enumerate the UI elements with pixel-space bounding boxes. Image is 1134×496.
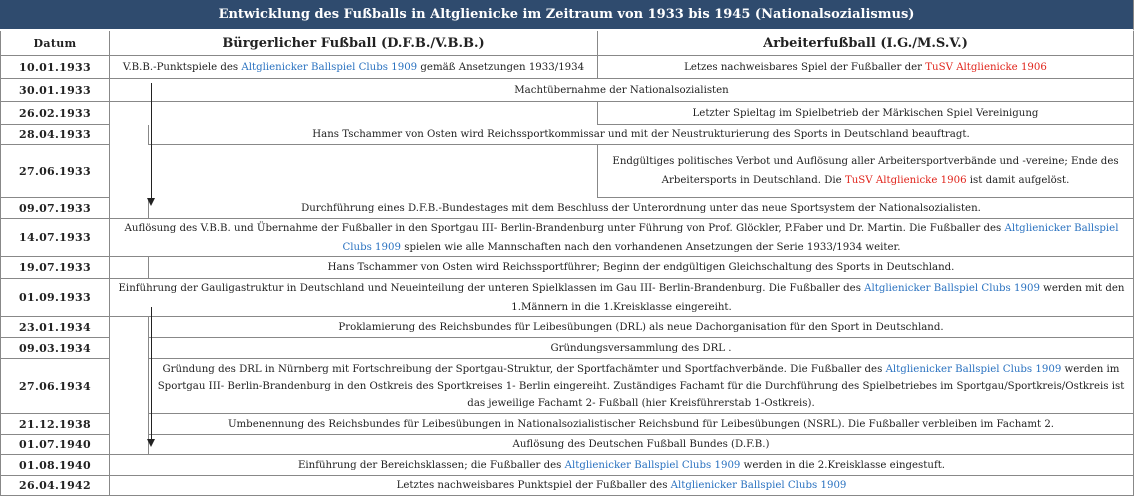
cell-text: Letzes nachweisbares Spiel der Fußballer der <box>684 61 926 73</box>
table-cell-event: Hans Tschammer von Osten wird Reichssportführer; Beginn der endgültigen Gleichschaltung des Sports in Deutschland. <box>148 257 1134 279</box>
row-date: 10.01.1933 <box>0 56 110 79</box>
club-name-agbc: Altglienicker Ballspiel Clubs 1909 <box>670 480 847 491</box>
row-date: 19.07.1933 <box>0 257 110 279</box>
header-arbeiterfussball: Arbeiterfußball (I.G./M.S.V.) <box>598 31 1134 56</box>
empty-cell <box>110 435 148 455</box>
row-date: 14.07.1933 <box>0 219 110 257</box>
row-date: 30.01.1933 <box>0 79 110 102</box>
table-cell-arbeiter <box>598 145 1134 198</box>
table-cell-arbeiter <box>598 56 1134 79</box>
arrow-line <box>151 307 152 442</box>
cell-text: werden mit den 1.Männern in die 1.Kreisklasse eingereiht. <box>511 282 1125 313</box>
arrow-head-icon <box>147 198 155 206</box>
empty-cell <box>110 125 148 145</box>
row-date: 26.02.1933 <box>0 102 110 125</box>
header-buergerlicher-fussball: Bürgerlicher Fußball (D.F.B./V.B.B.) <box>110 31 598 56</box>
table-cell-event: Proklamierung des Reichsbundes für Leibesübungen (DRL) als neue Dachorganisation für den Sport in Deutschland. <box>148 317 1134 338</box>
table-cell-event: Auflösung des Deutschen Fußball Bundes (D.F.B.) <box>148 435 1134 455</box>
cell-text: spielen wie alle Mannschaften nach den vorhandenen Ansetzungen der Serie 1933/1934 weiter. <box>400 241 901 253</box>
cell-text: Auflösung des V.B.B. und Übernahme der Fußballer in den Sportgau III- Berlin-Brandenburg unter Führung von Prof. Glöckler, P.Faber und Dr. Martin. Die Fußballer des <box>124 222 1005 234</box>
row-date: 27.06.1934 <box>0 359 110 414</box>
cell-text: werden in die 2.Kreisklasse eingestuft. <box>740 459 946 471</box>
empty-cell <box>110 145 598 198</box>
table-cell-event <box>148 359 1134 414</box>
table-cell-event <box>110 455 1134 476</box>
club-name-agbc: Altglienicker Ballspiel Clubs 1909 <box>241 61 418 73</box>
table-cell-event: Gründungsversammlung des DRL . <box>148 338 1134 359</box>
cell-text: V.B.B.-Punktspiele des <box>122 61 242 73</box>
table-cell-arbeiter: Letzter Spieltag im Spielbetrieb der Märkischen Spiel Vereinigung <box>598 102 1134 125</box>
table-cell-event: Hans Tschammer von Osten wird Reichssportkommissar und mit der Neustrukturierung des Sports in Deutschland beauftragt. <box>148 125 1134 145</box>
empty-cell <box>110 359 148 414</box>
cell-text: werden im Sportgau III- Berlin-Brandenburg in den Ostkreis des Sportkreises 1- Berlin eingereiht. Zuständiges Fachamt für die Durchführung des Spielbetriebes im Sportgau/Sportkreis/Ostkreis ist das jeweilige Fachamt 2- Fußball (hier Kreisführerstab 1-Ostkreis). <box>157 363 1125 409</box>
club-name-agbc: Altglienicker Ballspiel Clubs 1909 <box>564 459 741 471</box>
empty-cell <box>110 338 148 359</box>
table-cell-buerger <box>110 56 598 79</box>
row-date: 09.03.1934 <box>0 338 110 359</box>
cell-text: Gründung des DRL in Nürnberg mit Fortschreibung der Sportgau-Struktur, der Sportfachämter und Sportfachverbände. Die Fußballer des <box>162 363 886 375</box>
row-date: 01.07.1940 <box>0 435 110 455</box>
row-date: 27.06.1933 <box>0 145 110 198</box>
club-name-agbc: Altglienicker Ballspiel Clubs 1909 <box>885 363 1062 375</box>
cell-text: gemäß Ansetzungen 1933/1934 <box>417 61 585 73</box>
row-date: 28.04.1933 <box>0 125 110 145</box>
cell-text: Endgültiges politisches Verbot und Auflösung aller Arbeitersportverbände und -vereine; Ende des Arbeitersports in Deutschland. Die <box>612 156 1119 186</box>
row-date: 09.07.1933 <box>0 198 110 219</box>
cell-text: ist damit aufgelöst. <box>966 175 1070 186</box>
cell-text: Einführung der Bereichsklassen; die Fußballer des <box>297 459 565 471</box>
row-date: 21.12.1938 <box>0 414 110 435</box>
table-title: Entwicklung des Fußballs in Altglienicke im Zeitraum von 1933 bis 1945 (Nationalsozialismus) <box>0 0 1134 31</box>
empty-cell <box>110 317 148 338</box>
header-date: Datum <box>0 31 110 56</box>
table-cell-event: Umbenennung des Reichsbundes für Leibesübungen in Nationalsozialistischer Reichsbund für Leibesübungen (NSRL). Die Fußballer verbleiben im Fachamt 2. <box>148 414 1134 435</box>
row-date: 01.09.1933 <box>0 279 110 317</box>
club-name-agbc: Altglienicker Ballspiel Clubs 1909 <box>342 222 1119 253</box>
row-date: 26.04.1942 <box>0 476 110 496</box>
arrow-line <box>151 83 152 201</box>
club-name-agbc: Altglienicker Ballspiel Clubs 1909 <box>864 282 1040 294</box>
table-cell-event <box>110 279 1134 317</box>
cell-text: Einführung der Gauligastruktur in Deutschland und Neueinteilung der unteren Spielklassen im Gau III- Berlin-Brandenburg. Die Fußballer des <box>118 282 865 294</box>
empty-cell <box>110 102 598 125</box>
row-date: 01.08.1940 <box>0 455 110 476</box>
empty-cell <box>110 257 148 279</box>
table-cell-event <box>110 476 1134 496</box>
empty-cell <box>110 198 148 219</box>
arrow-head-icon <box>147 439 155 447</box>
club-name-tusv: TuSV Altglienicke 1906 <box>925 61 1047 73</box>
table-cell-event: Machtübernahme der Nationalsozialisten <box>110 79 1134 102</box>
empty-cell <box>110 414 148 435</box>
table-cell-event <box>110 219 1134 257</box>
club-name-tusv: TuSV Altglienicke 1906 <box>844 175 967 186</box>
row-date: 23.01.1934 <box>0 317 110 338</box>
cell-text: Letztes nachweisbares Punktspiel der Fußballer des <box>396 480 671 491</box>
table-cell-event: Durchführung eines D.F.B.-Bundestages mit dem Beschluss der Unterordnung unter das neue Sportsystem der Nationalsozialisten. <box>148 198 1134 219</box>
